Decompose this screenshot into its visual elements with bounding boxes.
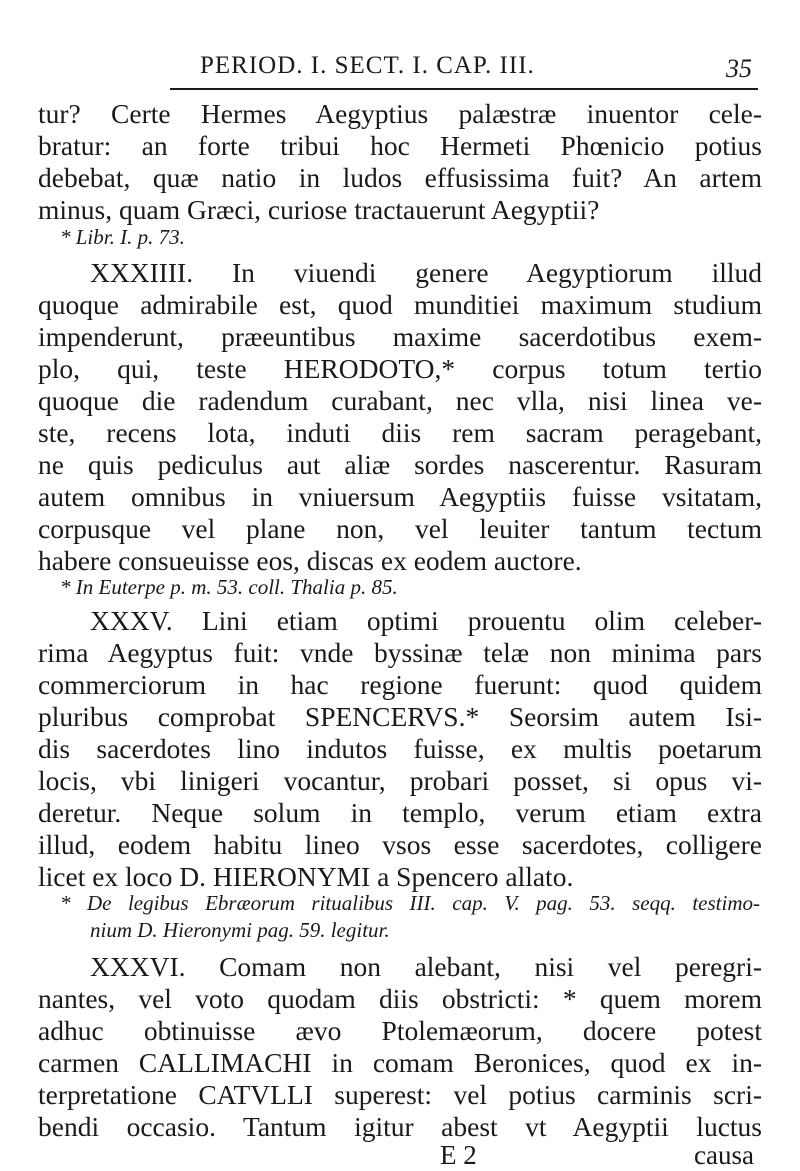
- text-line: quoque die radendum curabant, nec vlla, nisi linea ve-: [38, 385, 762, 416]
- text-line: autem omnibus in vniuersum Aegyptiis fuisse vsitatam,: [38, 481, 762, 512]
- footnote: * In Euterpe p. m. 53. coll. Thalia p. 85.: [60, 575, 398, 599]
- text-line: licet ex loco D. HIERONYMI a Spencero allato.: [38, 861, 574, 892]
- text-line: habere consueuisse eos, discas ex eodem auctore.: [38, 545, 582, 576]
- text-line: illud, eodem habitu lineo vsos esse sacerdotes, colligere: [38, 829, 762, 860]
- text-line: adhuc obtinuisse ævo Ptolemæorum, docere potest: [38, 1015, 762, 1046]
- text-line: dis sacerdotes lino indutos fuisse, ex multis poetarum: [38, 733, 762, 764]
- text-line: debebat, quæ natio in ludos effusissima fuit? An artem: [38, 162, 762, 193]
- text-line: bratur: an forte tribui hoc Hermeti Phœnicio potius: [38, 130, 762, 161]
- text-line: terpretatione CATVLLI superest: vel potius carminis scri-: [38, 1079, 762, 1110]
- text-line: commerciorum in hac regione fuerunt: quod quidem: [38, 669, 762, 700]
- paragraph-first-line: XXXVI. Comam non alebant, nisi vel peregri-: [90, 951, 762, 982]
- text-line: plo, qui, teste HERODOTO,* corpus totum tertio: [38, 353, 762, 384]
- paragraph-first-line: XXXIIII. In viuendi genere Aegyptiorum illud: [90, 257, 762, 288]
- running-head: [0, 52, 800, 92]
- catchword: causa: [694, 1140, 754, 1170]
- footnote: * De legibus Ebræorum ritualibus III. cap. V. pag. 53. seqq. testimo-: [60, 891, 760, 915]
- text-line: deretur. Neque solum in templo, verum etiam extra: [38, 797, 762, 828]
- text-line: locis, vbi linigeri vocantur, probari posset, si opus vi-: [38, 765, 762, 796]
- footnote-continuation: nium D. Hieronymi pag. 59. legitur.: [90, 918, 390, 942]
- text-line: impenderunt, præeuntibus maxime sacerdotibus exem-: [38, 321, 762, 352]
- footnote: * Libr. I. p. 73.: [60, 225, 185, 249]
- text-line: nantes, vel voto quodam diis obstricti: * quem morem: [38, 983, 762, 1014]
- page-number: 35: [726, 54, 752, 83]
- text-line: pluribus comprobat SPENCERVS.* Seorsim autem Isi-: [38, 701, 762, 732]
- text-line: minus, quam Græci, curiose tractauerunt Aegyptii?: [38, 194, 600, 225]
- text-line: quoque admirabile est, quod munditiei maximum studium: [38, 289, 762, 320]
- text-line: carmen CALLIMACHI in comam Beronices, quod ex in-: [38, 1047, 762, 1078]
- paragraph-first-line: XXXV. Lini etiam optimi prouentu olim celeber-: [90, 605, 762, 636]
- running-head-title: PERIOD. I. SECT. I. CAP. III.: [200, 52, 535, 79]
- text-line: tur? Certe Hermes Aegyptius palæstræ inuentor cele-: [38, 98, 762, 129]
- text-line: bendi occasio. Tantum igitur abest vt Aegyptii luctus: [38, 1111, 762, 1142]
- header-rule: [170, 88, 758, 90]
- text-line: rima Aegyptus fuit: vnde byssinæ telæ non minima pars: [38, 637, 762, 668]
- text-line: ne quis pediculus aut aliæ sordes nascerentur. Rasuram: [38, 449, 762, 480]
- signature-mark: E 2: [440, 1140, 477, 1170]
- text-line: ste, recens lota, induti diis rem sacram peragebant,: [38, 417, 762, 448]
- text-line: corpusque vel plane non, vel leuiter tantum tectum: [38, 513, 762, 544]
